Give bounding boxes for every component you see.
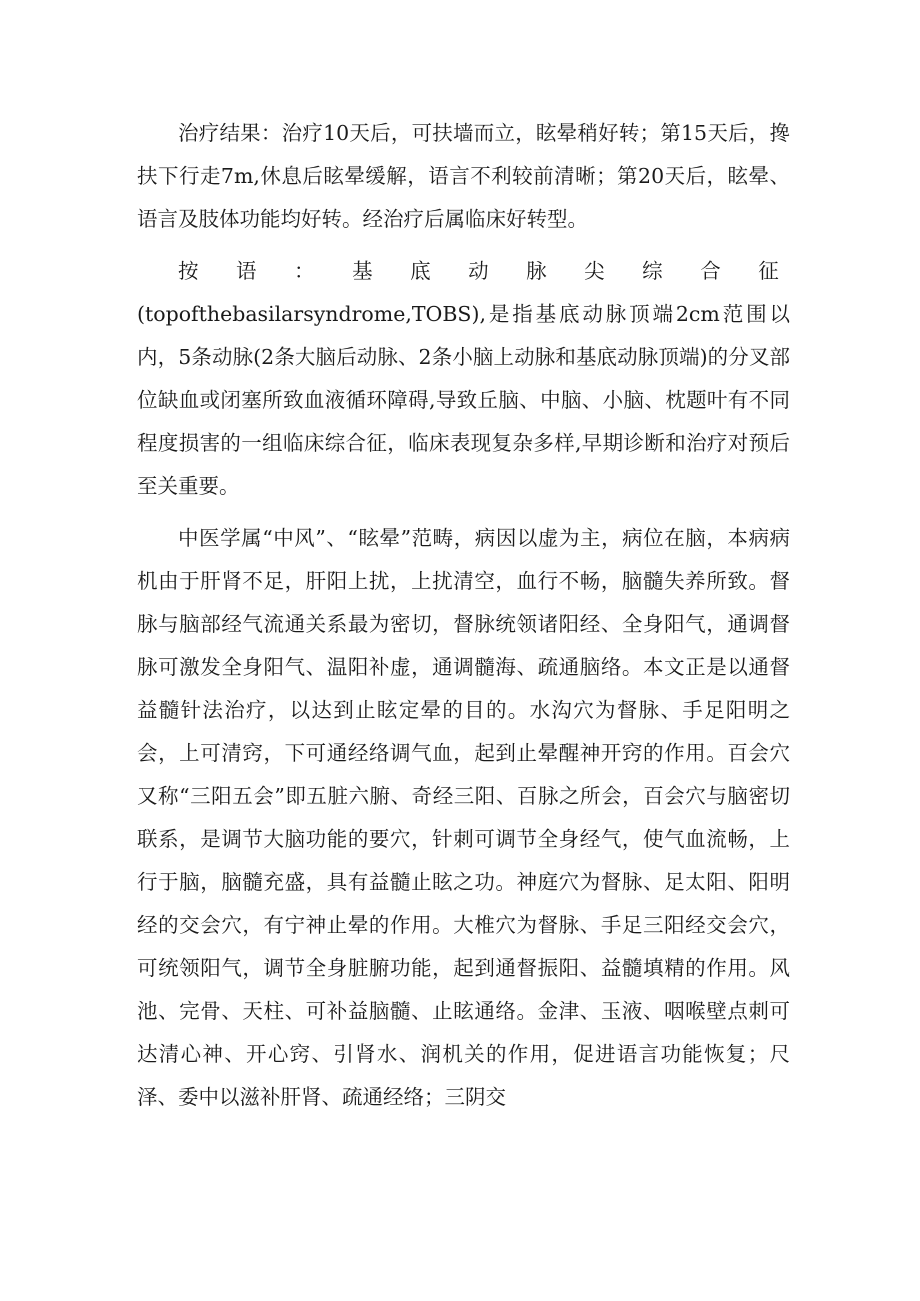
document-page bbox=[137, 112, 790, 1119]
paragraph-commentary-heading: 按 语 ： 基 底 动 脉 尖 综 合 征 bbox=[178, 259, 790, 283]
paragraph-tcm-discussion: 中医学属“中风”、“眩晕”范畴，病因以虚为主，病位在脑，本病病机由于肝肾不足，肝阳上扰，上扰清空，血行不畅，脑髓失养所致。督脉与脑部经气流通关系最为密切，督脉统领诸阳经、全身阳气，通调督脉可激发全身阳气、温阳补虚，通调髓海、疏通脑络。本文正是以通督益髓针法治疗，以达到止眩定晕的目的。水沟穴为督脉、手足阳明之会，上可清窍，下可通经络调气血，起到止晕醒神开窍的作用。百会穴又称“三阳五会”即五脏六腑、奇经三阳、百脉之所会，百会穴与脑密切联系，是调节大脑功能的要穴，针刺可调节全身经气，使气血流畅，上行于脑，脑髓充盛，具有益髓止眩之功。神庭穴为督脉、足太阳、阳明经的交会穴，有宁神止晕的作用。大椎穴为督脉、手足三阳经交会穴，可统领阳气，调节全身脏腑功能，起到通督振阳、益髓填精的作用。风池、完骨、天柱、可补益脑髓、止眩通络。金津、玉液、咽喉壁点刺可达清心神、开心窍、引肾水、润机关的作用，促进语言功能恢复；尺泽、委中以滋补肝肾、疏通经络；三阴交 bbox=[137, 526, 790, 1109]
paragraph-treatment-result: 治疗结果：治疗10天后，可扶墙而立，眩晕稍好转；第15天后，搀扶下行走7m,休息后眩晕缓解，语言不利较前清晰；第20天后，眩晕、语言及肢体功能均好转。经治疗后属临床好转型。 bbox=[137, 121, 790, 231]
paragraph-commentary-body: (topofthebasilarsyndrome,TOBS),是指基底动脉顶端2cm范围以内，5条动脉(2条大脑后动脉、2条小脑上动脉和基底动脉顶端)的分叉部位缺血或闭塞所致血液循环障碍,导致丘脑、中脑、小脑、枕题叶有不同程度损害的一组临床综合征，临床表现复杂多样,早期诊断和治疗对预后至关重要。 bbox=[137, 302, 790, 498]
